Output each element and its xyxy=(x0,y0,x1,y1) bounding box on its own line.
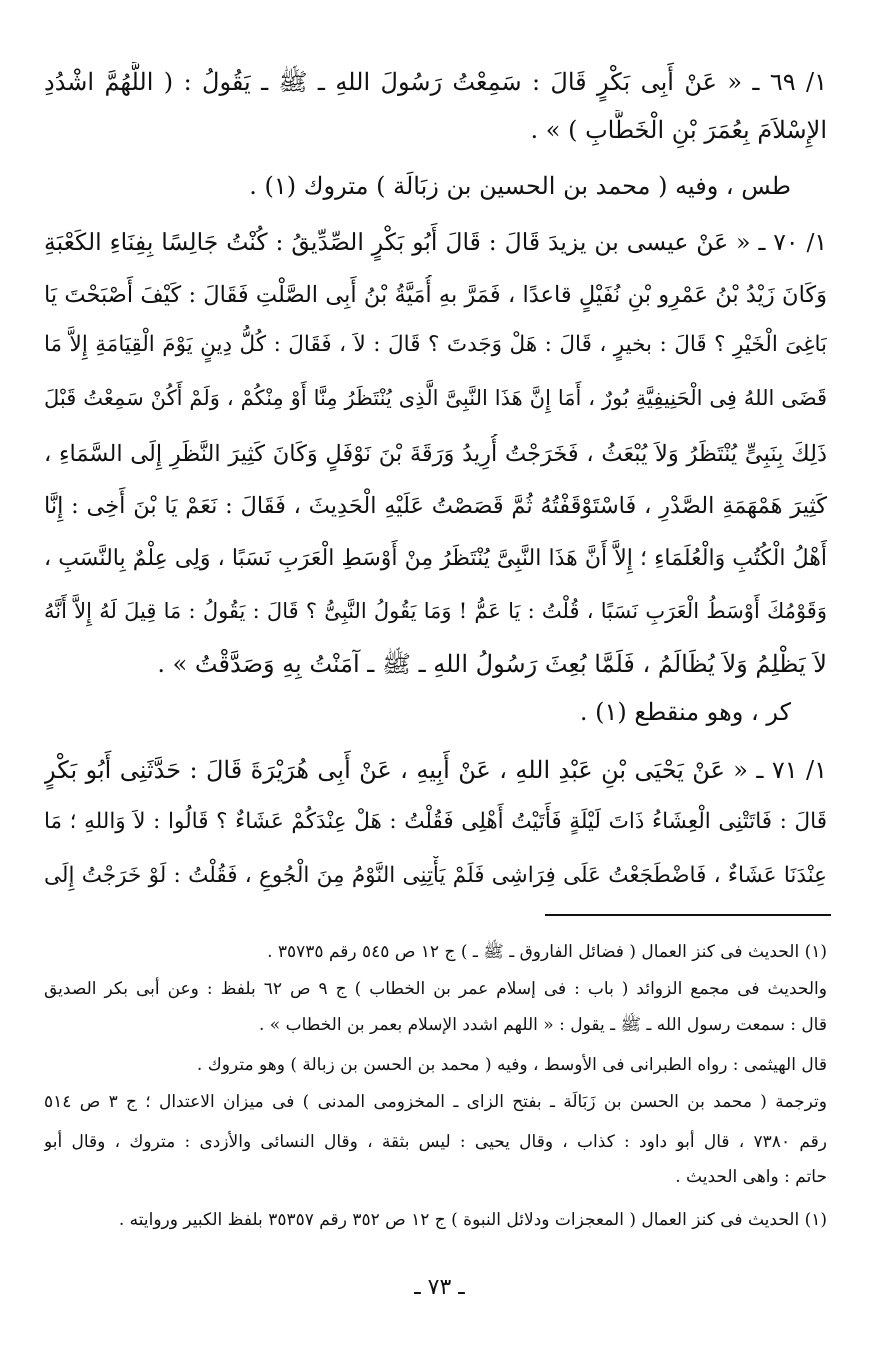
hadith-70-line-2: وَكَانَ زَيْدُ بْنُ عَمْرِو بْنِ نُفَيْلٍ قاعدًا ، فَمَرَّ بهِ أُمَيَّةُ بْنُ أَبِى الصَّلْتِ فَقَالَ : كَيْفَ أَصْبَحْتَ يَا xyxy=(44,282,827,308)
hadith-71-line-2: قَالَ : فَاتَتْنِى الْعِشَاءُ ذَاتَ لَيْلَةٍ فَأَتَيْتُ أَهْلِى فَقُلْتُ : هَلْ عِنْدَكُمْ عَشَاءٌ ؟ قَالُوا : لاَ وَاللهِ ؛ مَا xyxy=(44,809,827,834)
footnote-1-line-5: وترجمة ( محمد بن الحسن بن زَبَالَة ـ بفتح الزاى ـ المخزومى المدنى ) فى ميزان الاعتدال ؛ ج ٣ ص ٥١٤ xyxy=(44,1092,827,1112)
page-number: ـ ٧٣ ـ xyxy=(414,1275,465,1300)
hadith-70-line-3: بَاغِىَ الْخَيْرِ ؟ قَالَ : بخيرٍ ، قَالَ : هَلْ وَجَدتَ ؟ قَالَ : لاَ ، فَقَالَ : كُلُّ دِينٍ يَوْمَ الْقِيَامَةِ إِلاَّ مَا xyxy=(44,332,827,357)
hadith-70-line-4: قَضَى اللهُ فِى الْحَنِيفِيَّةِ بُورٌ ، أَمَا إِنَّ هَذَا النَّبِىَّ الَّذِى يُنْتَظَرُ مِنَّا أَوْ مِنْكُمْ ، وَلَمْ أَكُنْ سَمِعْتُ قَبْلَ xyxy=(44,386,827,410)
footnote-2-line-1: (١) الحديث فى كنز العمال ( المعجزات ودلائل النبوة ) ج ١٢ ص ٣٥٢ رقم ٣٥٣٥٧ بلفظ الكبير وروايته . xyxy=(118,1210,827,1230)
hadith-70-line-9: لاَ يَظْلِمُ وَلاَ يُظَالَمُ ، فَلَمَّا بُعِثَ رَسُولُ اللهِ ـ ﷺ ـ آمَنْتُ بِهِ وَصَدَّقْتُ » . xyxy=(157,650,827,678)
hadith-70-line-7: أَهْلُ الْكُتُبِ وَالْعُلَمَاءِ ؛ إِلاَّ أَنَّ هَذَا النَّبِىَّ يُنْتَظَرُ مِنْ أَوْسَطِ الْعَرَبِ نَسَبًا ، وَلِى عِلْمٌ بِالنَّسَبِ ، xyxy=(44,546,827,571)
footnote-1-line-6: رقم ٧٣٨٠ ، قال أبو داود : كذاب ، وقال يحيى : ليس بثقة ، وقال النسائى والأزدى : متروك ، وقال أبو xyxy=(44,1132,827,1152)
hadith-71-line-1: ١/ ٧١ ـ « عَنْ يَحْيَى بْنِ عَبْدِ اللهِ ، عَنْ أَبِيهِ ، عَنْ أَبِى هُرَيْرَةَ قَالَ : حَدَّثَنِى أَبُو بَكْرٍ xyxy=(44,756,827,784)
hadith-70-line-8: وَقَوْمُكَ أَوْسَطُ الْعَرَبِ نَسَبًا ، قُلْتُ : يَا عَمُّ ! وَمَا يَقُولُ النَّبِىُّ ؟ قَالَ : يَقُولُ : مَا قِيلَ لَهُ إِلاَّ أَنَّهُ xyxy=(44,599,827,623)
hadith-70-source: كر ، وهو منقطع (١) . xyxy=(579,698,791,726)
footnote-1-line-3: قال : سمعت رسول الله ـ ﷺ ـ يقول : « اللهم اشدد الإسلام بعمر بن الخطاب » . xyxy=(258,1015,827,1035)
footnote-1-line-1: (١) الحديث فى كنز العمال ( فضائل الفاروق ـ ﷺ ـ ) ج ١٢ ص ٥٤٥ رقم ٣٥٧٣٥ . xyxy=(267,942,827,962)
footnote-separator xyxy=(545,914,831,916)
hadith-69-source: طس ، وفيه ( محمد بن الحسين بن زبَالَة ) متروك (١) . xyxy=(249,172,791,200)
hadith-71-line-3: عِنْدَنَا عَشَاءٌ ، فَاضْطَجَعْتُ عَلَى فِرَاشِى فَلَمْ يَأْتِنِى النَّوْمُ مِنَ الْجُوعِ ، فَقُلْتُ : لَوْ خَرَجْتُ إِلَى xyxy=(44,863,827,888)
hadith-69-line-2: الإِسْلاَمَ بِعُمَرَ بْنِ الْخَطَّابِ ) » . xyxy=(530,116,827,144)
hadith-70-line-5: ذَلِكَ بِنَبِىٍّ يُنْتَظَرُ وَلاَ يُبْعَثُ ، فَخَرَجْتُ أُرِيدُ وَرَقَةَ بْنَ نَوْفَلٍ وَكَانَ كَثِيرَ النَّظَرِ إِلَى السَّمَاءِ ، xyxy=(44,441,827,467)
hadith-70-line-6: كَثِيرَ هَمْهَمَةِ الصَّدْرِ ، فَاسْتَوْقَفْتُهُ ثُمَّ قَصَصْتُ عَلَيْهِ الْحَدِيثَ ، فَقَالَ : نَعَمْ يَا بْنَ أَخِى : إِنَّا xyxy=(44,493,827,519)
hadith-70-line-1: ١/ ٧٠ ـ « عَنْ عيسى بن يزيدَ قَالَ : قَالَ أَبُو بَكْرٍ الصِّدِّيقُ : كُنْتُ جَالِسًا بِفِنَاءِ الكَعْبَةِ xyxy=(44,228,827,256)
footnote-1-line-2: والحديث فى مجمع الزوائد ( باب : فى إسلام عمر بن الخطاب ) ج ٩ ص ٦٢ بلفظ : وعن أبى بكر الصديق xyxy=(44,979,827,999)
hadith-69-line-1: ١/ ٦٩ ـ « عَنْ أَبِى بَكْرٍ قَالَ : سَمِعْتُ رَسُولَ اللهِ ـ ﷺ ـ يَقُولُ : ( اللَّهُمَّ اشْدُدِ xyxy=(44,68,827,96)
footnote-1-line-4: قال الهيثمى : رواه الطبرانى فى الأوسط ، وفيه ( محمد بن الحسن بن زبالة ) وهو متروك . xyxy=(196,1055,827,1075)
footnote-1-line-7: حاتم : واهى الحديث . xyxy=(675,1167,827,1187)
